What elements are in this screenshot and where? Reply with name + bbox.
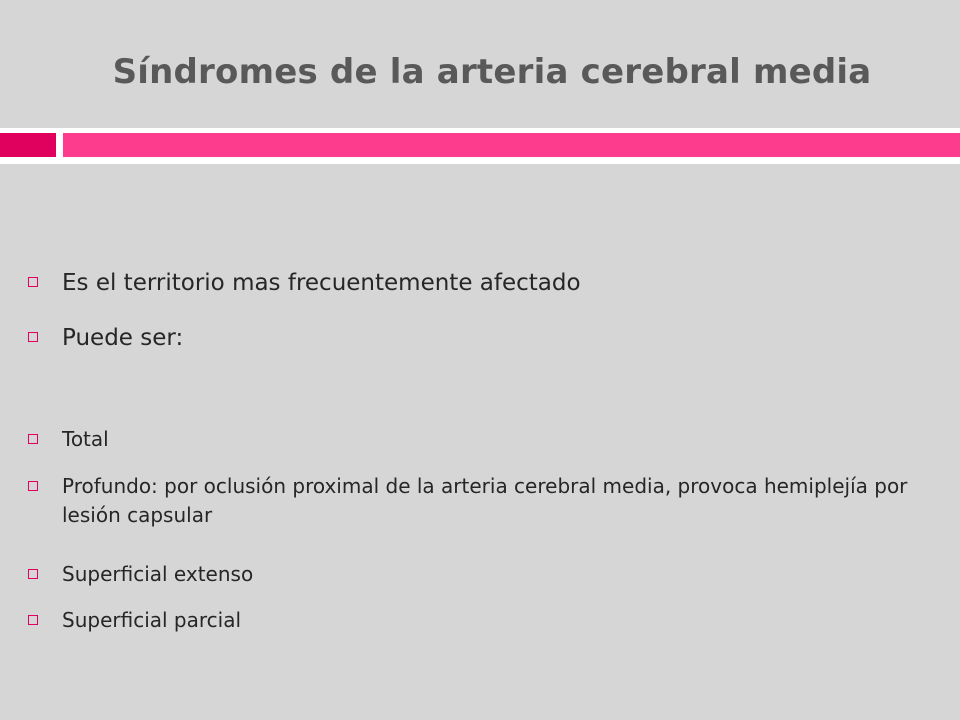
bullet-item xyxy=(28,606,908,635)
bullet-item xyxy=(28,425,908,454)
bullet-item xyxy=(28,322,908,355)
square-bullet-icon xyxy=(28,481,38,491)
bullet-text: Es el territorio mas frecuentemente afectado xyxy=(62,270,581,296)
bullet-text: Total xyxy=(62,427,109,451)
square-bullet-icon xyxy=(28,615,38,625)
bullet-text: Puede ser: xyxy=(62,325,184,351)
bullet-text: Profundo: por oclusión proximal de la arteria cerebral media, provoca hemiplejía por lesión capsular xyxy=(62,474,908,527)
bullet-text: Superficial parcial xyxy=(62,608,242,632)
bullet-text: Superficial extenso xyxy=(62,562,254,586)
square-bullet-icon xyxy=(28,277,38,287)
square-bullet-icon xyxy=(28,332,38,342)
bullet-item xyxy=(28,472,908,530)
slide-title: Síndromes de la arteria cerebral media xyxy=(112,52,872,92)
square-bullet-icon xyxy=(28,569,38,579)
bullet-item xyxy=(28,267,908,300)
square-bullet-icon xyxy=(28,434,38,444)
bullet-item xyxy=(28,560,908,589)
